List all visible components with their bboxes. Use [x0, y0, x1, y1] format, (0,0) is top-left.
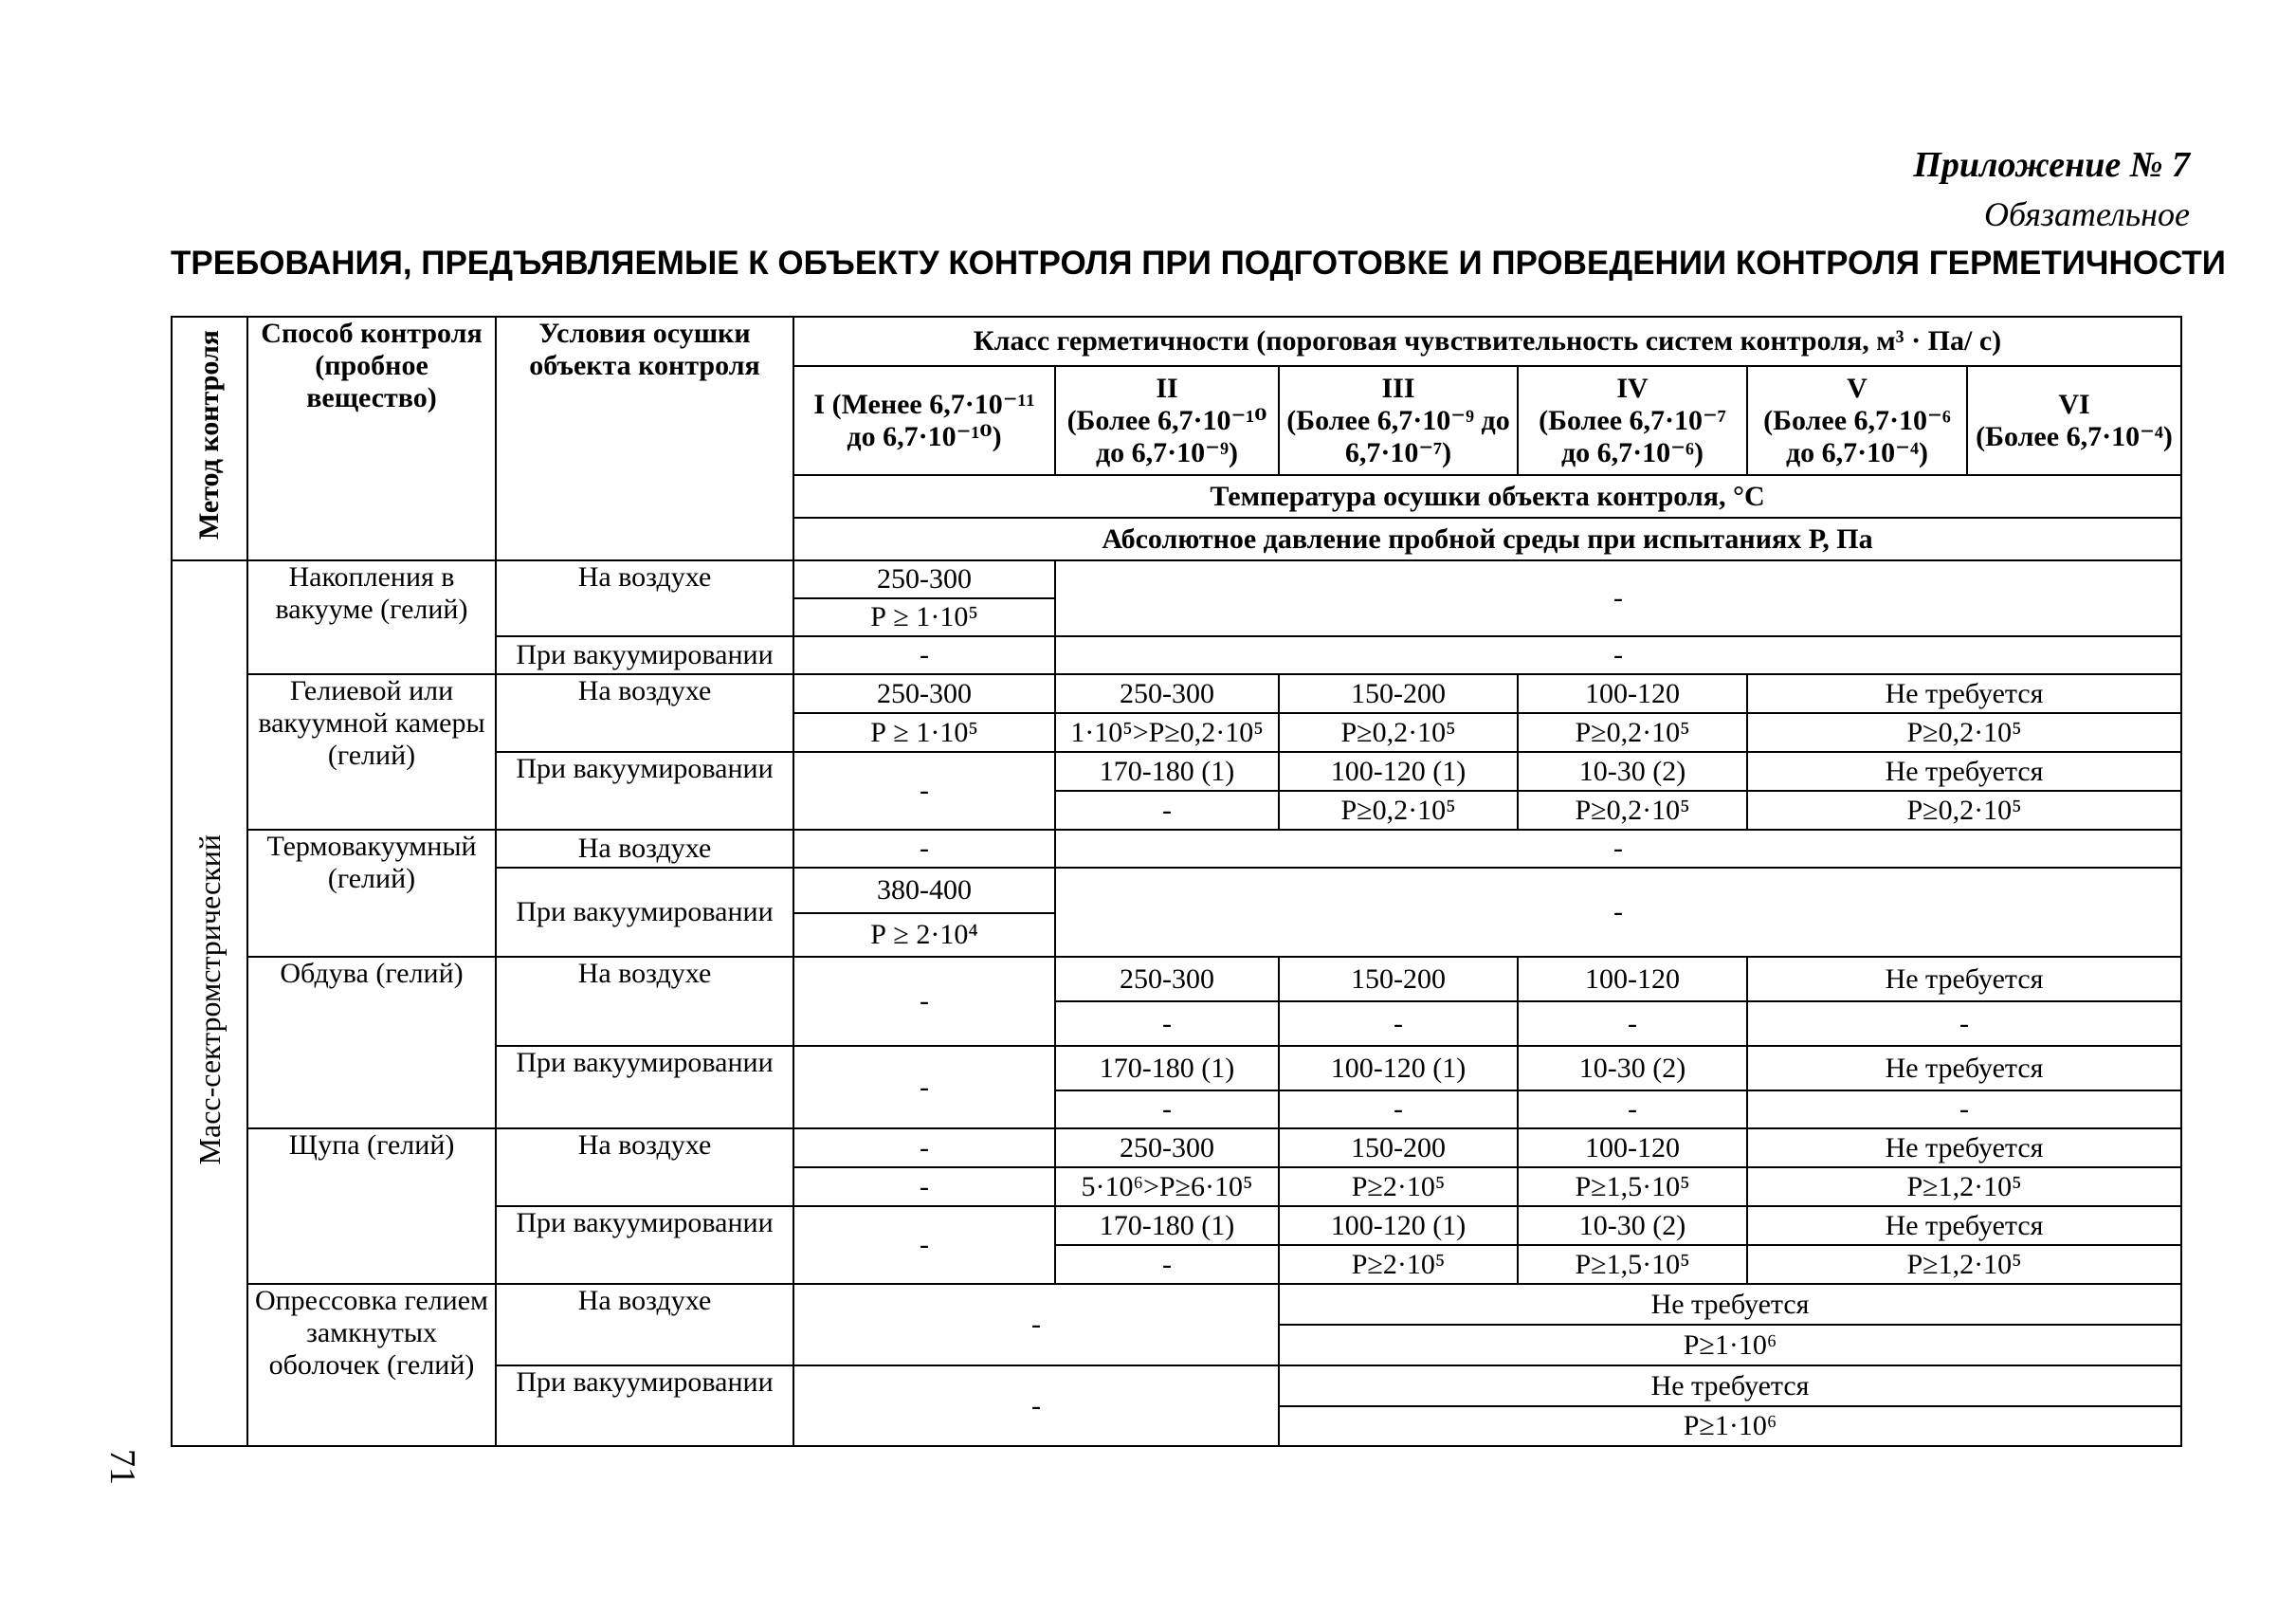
cond-air: На воздухе — [496, 560, 793, 636]
cell: 150-200 — [1279, 957, 1518, 1001]
cell: - — [793, 1365, 1279, 1446]
document-title: ТРЕБОВАНИЯ, ПРЕДЪЯВЛЯЕМЫЕ К ОБЪЕКТУ КОНТРОЛЯ ПРИ ПОДГОТОВКЕ И ПРОВЕДЕНИИ КОНТРОЛЯ ГЕРМЕТИЧНОСТИ — [171, 245, 2226, 282]
cell: 10-30 (2) — [1518, 1046, 1747, 1090]
cell: Р≥0,2·10⁵ — [1279, 791, 1518, 830]
cell: 250-300 — [1055, 1128, 1279, 1167]
cond-vacuum: При вакуумировании — [496, 752, 793, 830]
cell: - — [793, 1284, 1279, 1365]
appendix-status: Обязательное — [1984, 195, 2190, 233]
cond-air: На воздухе — [496, 1284, 793, 1365]
cell: 100-120 — [1518, 674, 1747, 713]
cell: 250-300 — [793, 674, 1055, 713]
cell: - — [793, 752, 1055, 830]
cell: - — [1055, 830, 2181, 868]
cell: - — [1055, 868, 2181, 957]
cell: - — [1279, 1001, 1518, 1046]
class-4-header: IV (Более 6,7·10⁻⁷ до 6,7·10⁻⁶) — [1518, 366, 1747, 475]
cell: - — [1747, 1001, 2181, 1046]
cell: Р≥1·10⁶ — [1279, 1406, 2181, 1446]
class-2-header: II (Более 6,7·10⁻¹⁰ до 6,7·10⁻⁹) — [1055, 366, 1279, 475]
cell: 100-120 (1) — [1279, 1206, 1518, 1245]
cell: 250-300 — [1055, 674, 1279, 713]
cond-vacuum: При вакуумировании — [496, 636, 793, 674]
cell: 10-30 (2) — [1518, 1206, 1747, 1245]
requirements-table — [171, 316, 2182, 1447]
class-header: Класс герметичности (пороговая чувствительность систем контроля, м³ · Па/ с) — [793, 317, 2181, 366]
appendix-number: Приложение № 7 — [1913, 145, 2190, 185]
cell: Не требуется — [1747, 674, 2181, 713]
cond-air: На воздухе — [496, 957, 793, 1046]
cell: Р≥1·10⁶ — [1279, 1325, 2181, 1365]
row-pressurization: Опрессовка гелием замкнутых оболочек (гелий) — [247, 1284, 496, 1446]
cell: - — [1518, 1001, 1747, 1046]
cell: - — [793, 636, 1055, 674]
cell: Не требуется — [1747, 1046, 2181, 1090]
cell: Р≥0,2·10⁵ — [1747, 713, 2181, 752]
cell: - — [793, 1167, 1055, 1206]
cell: - — [793, 1206, 1055, 1284]
cell: - — [1279, 1090, 1518, 1128]
cell: - — [1518, 1090, 1747, 1128]
cond-vacuum: При вакуумировании — [496, 1046, 793, 1128]
cell: Не требуется — [1747, 1206, 2181, 1245]
cell: Р≥1,5·10⁵ — [1518, 1245, 1747, 1284]
row-blowing: Обдува (гелий) — [247, 957, 496, 1128]
cell: Р≥2·10⁵ — [1279, 1167, 1518, 1206]
row-thermovacuum: Термовакуумный (гелий) — [247, 830, 496, 957]
row-helium-chamber: Гелиевой или вакуумной камеры (гелий) — [247, 674, 496, 830]
cond-vacuum: При вакуумировании — [496, 1365, 793, 1446]
class-6-header: VI (Более 6,7·10⁻⁴) — [1967, 366, 2181, 475]
cell: Р≥0,2·10⁵ — [1747, 791, 2181, 830]
cell: 150-200 — [1279, 1128, 1518, 1167]
class-5-header: V (Более 6,7·10⁻⁶ до 6,7·10⁻⁴) — [1747, 366, 1967, 475]
cell: - — [793, 957, 1055, 1046]
cell: Не требуется — [1279, 1284, 2181, 1325]
pressure-header: Абсолютное давление пробной среды при испытаниях Р, Па — [793, 518, 2181, 560]
cell: Р≥0,2·10⁵ — [1279, 713, 1518, 752]
cell: - — [1055, 636, 2181, 674]
cell: 1·10⁵>Р≥0,2·10⁵ — [1055, 713, 1279, 752]
cond-vacuum: При вакуумировании — [496, 1206, 793, 1284]
cell: Р ≥ 2·10⁴ — [793, 913, 1055, 957]
cell: Не требуется — [1747, 957, 2181, 1001]
temperature-header: Температура осушки объекта контроля, °С — [793, 475, 2181, 518]
row-probe: Щупа (гелий) — [247, 1128, 496, 1284]
cell: - — [1055, 791, 1279, 830]
cell: 5·10⁶>Р≥6·10⁵ — [1055, 1167, 1279, 1206]
way-header: Способ контроля (пробное вещество) — [247, 317, 496, 560]
cell: 170-180 (1) — [1055, 1206, 1279, 1245]
method-header: Метод контроля — [172, 317, 247, 560]
cell: Р ≥ 1·10⁵ — [793, 713, 1055, 752]
cell: Р≥1,2·10⁵ — [1747, 1167, 2181, 1206]
cell: 100-120 — [1518, 957, 1747, 1001]
cell: Р≥2·10⁵ — [1279, 1245, 1518, 1284]
cell: 100-120 (1) — [1279, 752, 1518, 791]
page-number: 71 — [102, 1449, 142, 1485]
cell: Не требуется — [1747, 1128, 2181, 1167]
cell: - — [1055, 1090, 1279, 1128]
cell: 100-120 — [1518, 1128, 1747, 1167]
cell: Р ≥ 1·10⁵ — [793, 598, 1055, 636]
class-3-header: III (Более 6,7·10⁻⁹ до 6,7·10⁻⁷) — [1279, 366, 1518, 475]
cell: - — [1055, 560, 2181, 636]
row-accumulation: Накопления в вакууме (гелий) — [247, 560, 496, 674]
cell: 380-400 — [793, 868, 1055, 913]
cell: - — [1055, 1245, 1279, 1284]
cell: 10-30 (2) — [1518, 752, 1747, 791]
cell: 150-200 — [1279, 674, 1518, 713]
cell: - — [793, 830, 1055, 868]
cell: - — [793, 1128, 1055, 1167]
cell: Р≥0,2·10⁵ — [1518, 791, 1747, 830]
cell: 170-180 (1) — [1055, 752, 1279, 791]
cell: - — [1055, 1001, 1279, 1046]
drying-header: Условия осушки объекта контроля — [496, 317, 793, 560]
cell: 100-120 (1) — [1279, 1046, 1518, 1090]
cond-air: На воздухе — [496, 674, 793, 752]
cond-air: На воздухе — [496, 830, 793, 868]
cond-air: На воздухе — [496, 1128, 793, 1206]
method-mass-spectrometric: Масс-сектромстрический — [172, 560, 247, 1446]
cell: Р≥1,5·10⁵ — [1518, 1167, 1747, 1206]
cond-vacuum: При вакуумировании — [496, 868, 793, 957]
cell: 170-180 (1) — [1055, 1046, 1279, 1090]
cell: Не требуется — [1747, 752, 2181, 791]
cell: Р≥1,2·10⁵ — [1747, 1245, 2181, 1284]
cell: Не требуется — [1279, 1365, 2181, 1406]
cell: - — [793, 1046, 1055, 1128]
cell: 250-300 — [1055, 957, 1279, 1001]
cell: - — [1747, 1090, 2181, 1128]
cell: 250-300 — [793, 560, 1055, 598]
cell: Р≥0,2·10⁵ — [1518, 713, 1747, 752]
class-1-header: I (Менее 6,7·10⁻¹¹ до 6,7·10⁻¹⁰) — [793, 366, 1055, 475]
